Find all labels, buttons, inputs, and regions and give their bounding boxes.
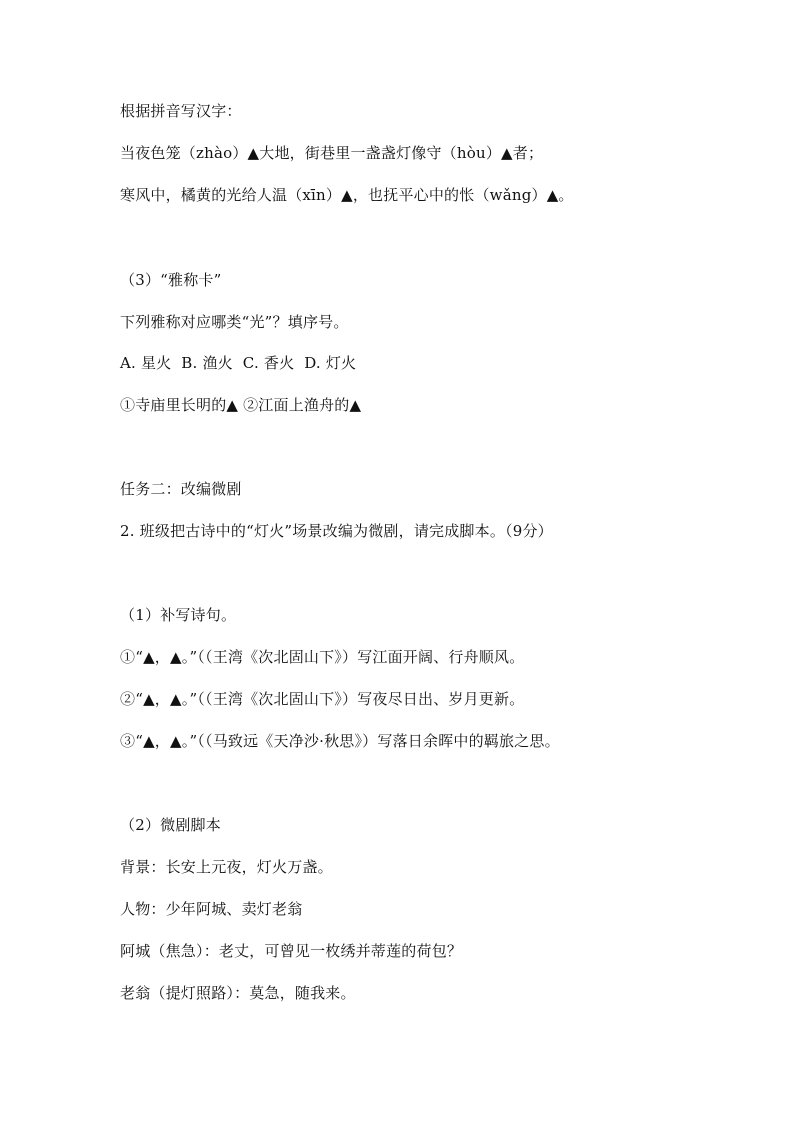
poem-line-1: ①“▲，▲。”（（王湾《次北固山下》）写江面开阔、行舟顺风。: [120, 648, 525, 666]
poem-line-3: ③“▲，▲。”（（马致远《天净沙·秋思》）写落日余晖中的羁旅之思。: [120, 732, 560, 750]
pinyin-line-1: 当夜色笼（zhào）▲大地，街巷里一盏盏灯像守（hòu）▲者；: [120, 144, 544, 162]
script-line-old-man: 老翁（提灯照路）：莫急，随我来。: [120, 984, 356, 1002]
elegant-name-card-heading: （3）“雅称卡”: [120, 271, 222, 289]
pinyin-line-2: 寒风中，橘黄的光给人温（xīn）▲，也抚平心中的怅（wǎng）▲。: [120, 186, 574, 204]
task-two-title: 任务二：改编微剧: [120, 480, 242, 498]
elegant-name-options: A. 星火 B. 渔火 C. 香火 D. 灯火: [120, 354, 357, 372]
script-characters: 人物：少年阿城、卖灯老翁: [120, 900, 303, 918]
script-heading: （2）微剧脚本: [120, 816, 221, 834]
script-line-acheng: 阿城（焦急）：老丈，可曾见一枚绣并蒂莲的荷包？: [120, 942, 463, 960]
pinyin-heading: 根据拼音写汉字：: [120, 102, 242, 120]
question-two: 2. 班级把古诗中的“灯火”场景改编为微剧，请完成脚本。（9分）: [120, 522, 553, 540]
poem-line-2: ②“▲，▲。”（（王湾《次北固山下》）写夜尽日出、岁月更新。: [120, 690, 525, 708]
script-background: 背景：长安上元夜，灯火万盏。: [120, 858, 333, 876]
poem-heading: （1）补写诗句。: [120, 606, 237, 624]
elegant-name-instruction: 下列雅称对应哪类“光”？填序号。: [120, 313, 349, 331]
elegant-name-items: ①寺庙里长明的▲ ②江面上渔舟的▲: [120, 396, 362, 414]
